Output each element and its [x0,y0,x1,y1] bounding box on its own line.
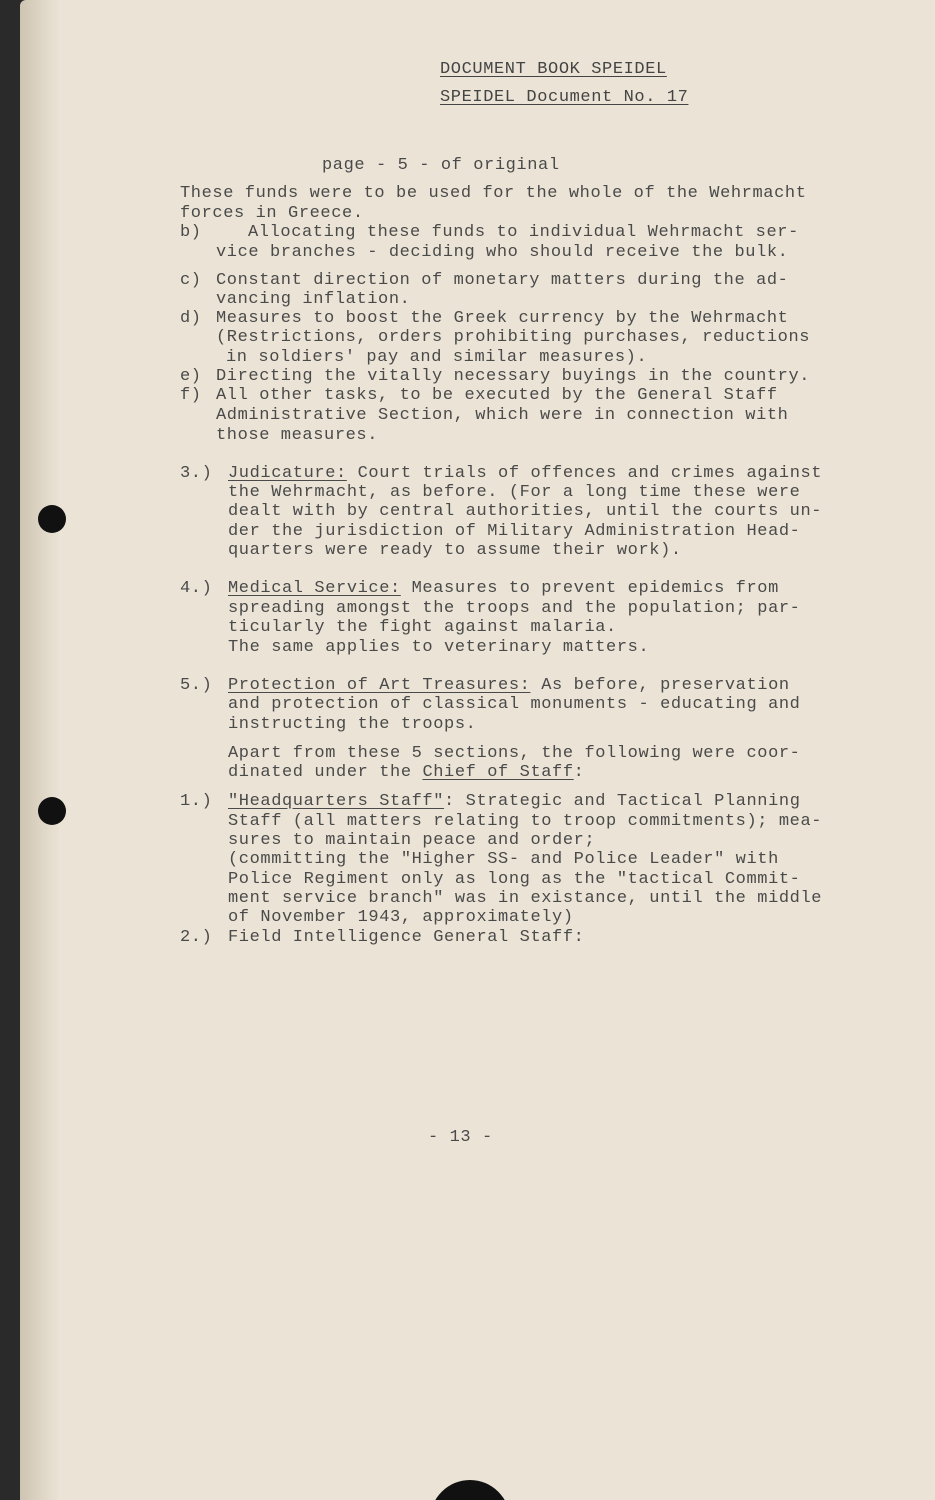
section-3-title: Judicature: [228,464,347,483]
section-5-line-1: Protection of Art Treasures: As before, preservation [228,676,790,695]
staff-1-line-3: sures to maintain peace and order; [228,831,596,850]
intro-line-1: These funds were to be used for the whole of the Wehrmacht [180,184,807,203]
section-4-line-2: spreading amongst the troops and the population; par- [228,599,801,618]
staff-2-number: 2.) [180,928,213,947]
item-b-line-2: vice branches - deciding who should receive the bulk. [216,243,789,262]
item-e-line-1: Directing the vitally necessary buyings in the country. [216,367,811,386]
punch-hole-lower [38,797,66,825]
section-4-line-4: The same applies to veterinary matters. [228,638,650,657]
section-3-line-4: der the jurisdiction of Military Administration Head- [228,522,801,541]
staff-1-line-4: (committing the "Higher SS- and Police Leader" with [228,850,779,869]
item-f-line-2: Administrative Section, which were in connection with [216,406,789,425]
section-4-number: 4.) [180,579,213,598]
staff-2-line-1: Field Intelligence General Staff: [228,928,585,947]
original-page-reference: page - 5 - of original [322,156,560,175]
item-b-marker: b) [180,223,202,242]
staff-1-line-1: "Headquarters Staff": Strategic and Tactical Planning [228,792,801,811]
staff-1-number: 1.) [180,792,213,811]
intro-line-2: forces in Greece. [180,204,364,223]
item-f-line-1: All other tasks, to be executed by the General Staff [216,386,778,405]
section-4-line-1: Medical Service: Measures to prevent epidemics from [228,579,779,598]
staff-1-line-6: ment service branch" was in existance, until the middle [228,889,823,908]
section-3-number: 3.) [180,464,213,483]
page-number: - 13 - [428,1128,493,1147]
document-reference: SPEIDEL Document No. 17 [440,88,689,107]
apart-line-1: Apart from these 5 sections, the following were coor- [228,744,801,763]
staff-1-line-2: Staff (all matters relating to troop commitments); mea- [228,812,823,831]
item-c-line-1: Constant direction of monetary matters during the ad- [216,271,789,290]
staff-1-line-5: Police Regiment only as long as the "tactical Commit- [228,870,801,889]
item-b-line-1: Allocating these funds to individual Wehrmacht ser- [248,223,799,242]
section-5-line-2: and protection of classical monuments - educating and [228,695,801,714]
item-f-line-3: those measures. [216,426,379,445]
section-4-title: Medical Service: [228,579,401,598]
item-d-line-1: Measures to boost the Greek currency by the Wehrmacht [216,309,789,328]
document-page [20,0,935,1500]
item-d-marker: d) [180,309,202,328]
section-5-number: 5.) [180,676,213,695]
section-3-line-2: the Wehrmacht, as before. (For a long time these were [228,483,801,502]
section-3-line-3: dealt with by central authorities, until the courts un- [228,502,823,521]
apart-line-2: dinated under the Chief of Staff: [228,763,585,782]
section-4-line-3: ticularly the fight against malaria. [228,618,617,637]
item-e-marker: e) [180,367,202,386]
staff-1-title: "Headquarters Staff" [228,792,445,811]
item-c-line-2: vancing inflation. [216,290,411,309]
item-d-line-3: in soldiers' pay and similar measures). [226,348,648,367]
staff-1-line-7: of November 1943, approximately) [228,908,574,927]
punch-hole-upper [38,505,66,533]
bottom-edge-notch [430,1480,510,1500]
item-f-marker: f) [180,386,202,405]
section-5-title: Protection of Art Treasures: [228,676,531,695]
section-3-line-1: Judicature: Court trials of offences and crimes against [228,464,823,483]
item-d-line-2: (Restrictions, orders prohibiting purchases, reductions [216,328,811,347]
section-5-line-3: instructing the troops. [228,715,477,734]
item-c-marker: c) [180,271,202,290]
document-book-title: DOCUMENT BOOK SPEIDEL [440,60,667,79]
chief-of-staff-label: Chief of Staff [422,763,574,782]
section-3-line-5: quarters were ready to assume their work). [228,541,682,560]
